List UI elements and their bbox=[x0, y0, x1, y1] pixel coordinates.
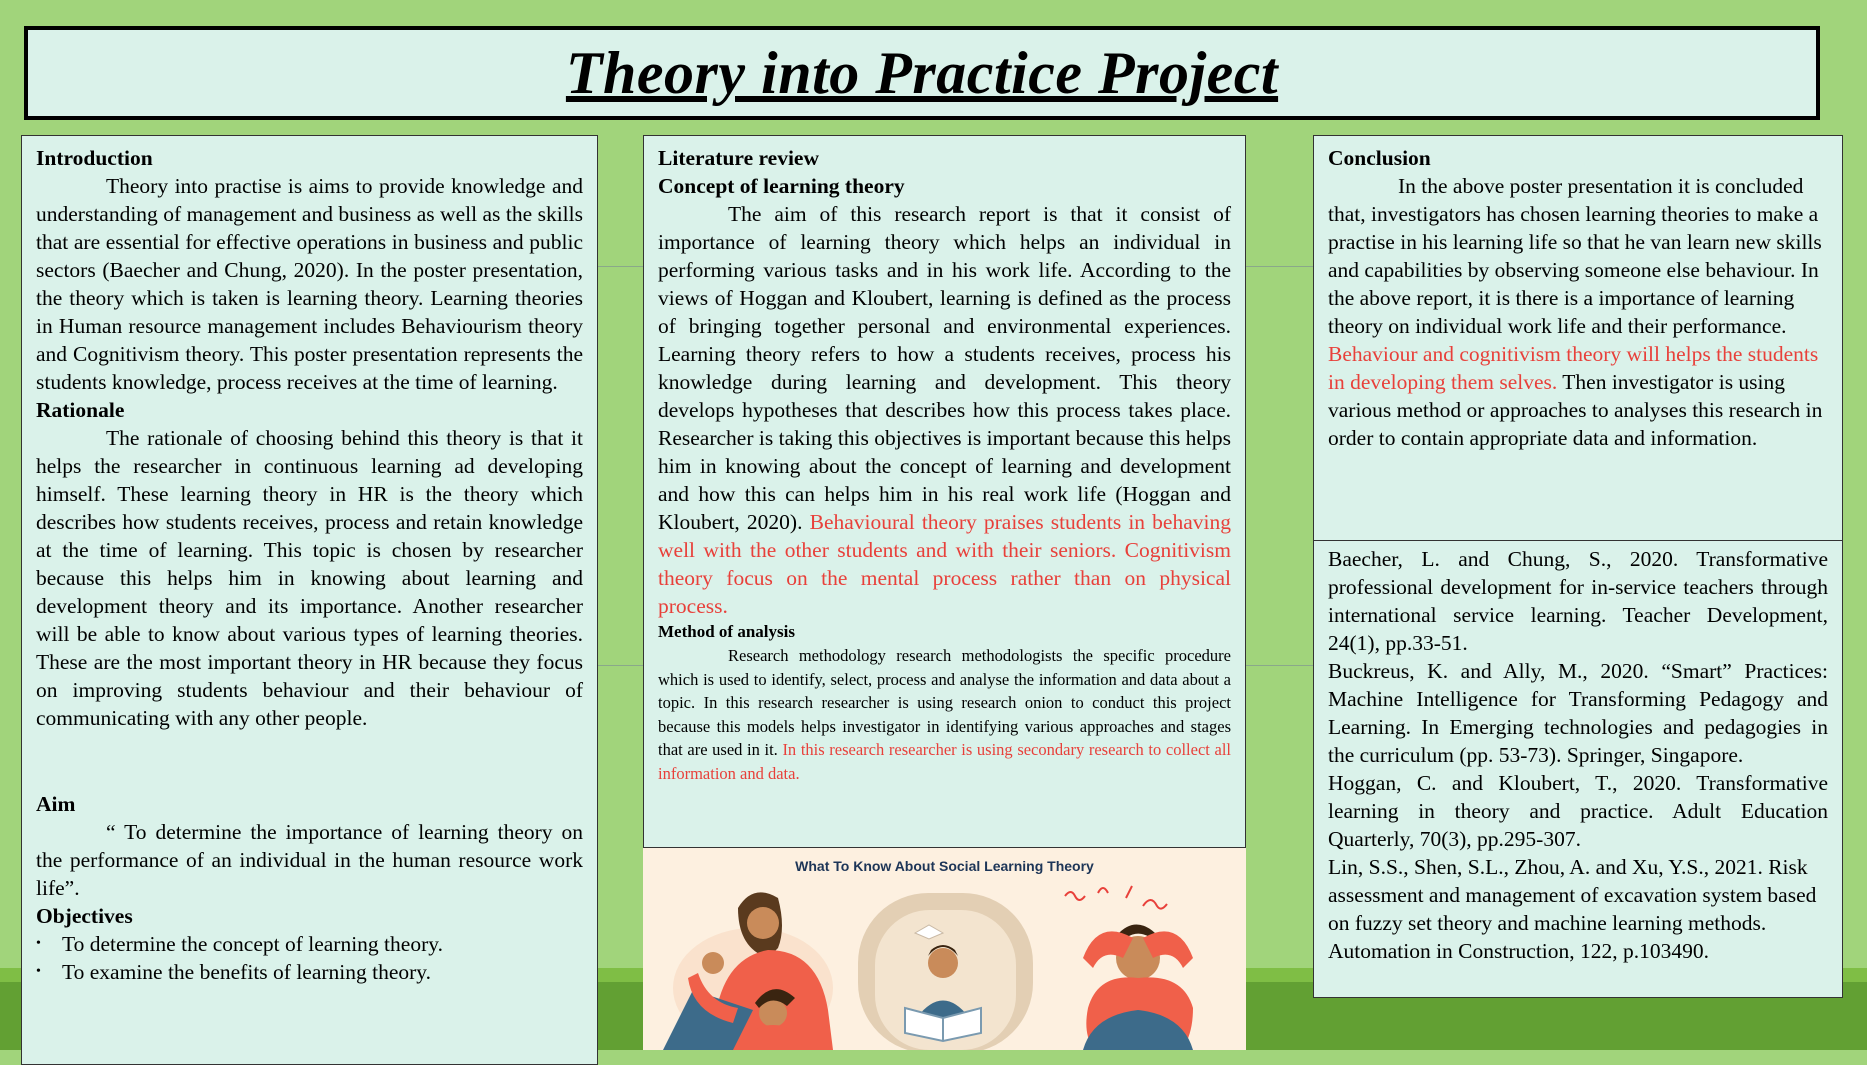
rationale-text: The rationale of choosing behind this theory is that it helps the researcher in continuous learning ad developing himself. These learning theory in HR is the theory which describes how students receives, process and retain knowledge at the time of learning. This topic is chosen by researcher because this helps him in knowing about learning and development theory and its importance. Another researcher will be able to know about various types of learning theories. These are the most important theory in HR because they focus on improving students behaviour and their behaviour of communicating with any other people. bbox=[36, 426, 583, 730]
bullet-icon: • bbox=[36, 964, 41, 979]
parent-child-figure bbox=[663, 892, 833, 1050]
connector-line bbox=[1246, 665, 1313, 666]
social-learning-illustration bbox=[643, 848, 1246, 1050]
conclusion-body-end: Then investigator is using various method or approaches to analyses this research in order to contain appropriate data and information. bbox=[1328, 370, 1823, 450]
literature-review-heading: Literature review bbox=[658, 146, 819, 170]
conclusion-body: In the above poster presentation it is concluded that, investigators has chosen learning theories to make a practise in his learning life so that he van learn new skills and capabilities by observing someone else behaviour. In the above report, it is there is a importance of learning theory on individual work life and their performance. bbox=[1328, 174, 1822, 338]
illustration-art bbox=[643, 848, 1246, 1050]
aim-heading: Aim bbox=[36, 792, 76, 816]
method-heading: Method of analysis bbox=[658, 622, 795, 641]
spacer bbox=[36, 732, 583, 790]
introduction-heading: Introduction bbox=[36, 146, 153, 170]
conclusion-highlight: Behaviour and cognitivism theory will helps the students in developing them selves. bbox=[1328, 342, 1819, 394]
method-text bbox=[658, 644, 1231, 785]
middle-panel bbox=[643, 135, 1246, 848]
concept-text bbox=[658, 200, 1231, 620]
reading-child-figure bbox=[858, 893, 1033, 1050]
concept-highlight: Behavioural theory praises students in behaving well with the other students and with their seniors. Cognitivism theory focus on the mental process rather than on physical process. bbox=[658, 510, 1231, 618]
title-banner bbox=[24, 26, 1820, 120]
conclusion-heading: Conclusion bbox=[1328, 146, 1431, 170]
connector-line bbox=[598, 266, 643, 267]
reference-item: Hoggan, C. and Kloubert, T., 2020. Transformative learning in theory and practice. Adult Education Quarterly, 70(3), pp.295-307. bbox=[1328, 771, 1828, 851]
objectives-list bbox=[36, 930, 583, 986]
objective-item bbox=[36, 958, 583, 986]
concept-heading: Concept of learning theory bbox=[658, 174, 905, 198]
method-highlight: In this research researcher is using secondary research to collect all information and data. bbox=[658, 740, 1231, 783]
left-panel bbox=[21, 135, 598, 1065]
objective-text: To determine the concept of learning theory. bbox=[62, 932, 443, 956]
objective-text: To examine the benefits of learning theory. bbox=[62, 960, 432, 984]
poster-title: Theory into Practice Project bbox=[565, 39, 1279, 106]
stressed-person-figure bbox=[1065, 886, 1193, 1050]
method-body: Research methodology research methodologists the specific procedure which is used to identify, select, process and analyse the information and data about a topic. In this research researcher is using research onion to conduct this project because this models helps investigator in identifying various approaches and stages that are used in it. bbox=[658, 646, 1231, 759]
connector-line bbox=[598, 665, 643, 666]
concept-body: The aim of this research report is that it consist of importance of learning theory which helps an individual in performing various tasks and in his work life. According to the views of Hoggan and Kloubert, learning is defined as the process of bringing together personal and environmental experiences. Learning theory refers to how a students receives, process his knowledge during learning and development. This theory develops hypotheses that describes how this process takes place. Researcher is taking this objectives is important because this helps him in knowing about the concept of learning and development and how this can helps him in his real work life (Hoggan and Kloubert, 2020). bbox=[658, 202, 1231, 534]
objectives-heading: Objectives bbox=[36, 904, 133, 928]
aim-text: “ To determine the importance of learning theory on the performance of an individual in the human resource work life”. bbox=[36, 820, 583, 900]
conclusion-text bbox=[1328, 172, 1828, 452]
rationale-heading: Rationale bbox=[36, 398, 125, 422]
conclusion-panel bbox=[1313, 135, 1843, 541]
reference-item: Baecher, L. and Chung, S., 2020. Transformative professional development for in-service teachers through international service learning. Teacher Development, 24(1), pp.33-51. bbox=[1328, 547, 1828, 655]
connector-line bbox=[1246, 266, 1313, 267]
introduction-text: Theory into practise is aims to provide knowledge and understanding of management and business as well as the skills that are essential for effective operations in business and public sectors (Baecher and Chung, 2020). In the poster presentation, the theory which is taken is learning theory. Learning theories in Human resource management includes Behaviourism theory and Cognitivism theory. This poster presentation represents the students knowledge, process receives at the time of learning. bbox=[36, 174, 583, 394]
reference-item: Buckreus, K. and Ally, M., 2020. “Smart” Practices: Machine Intelligence for Transforming Pedagogy and Learning. In Emerging technologies and pedagogies in the curriculum (pp. 53-73). Springer, Singapore. bbox=[1328, 659, 1828, 767]
objective-item bbox=[36, 930, 583, 958]
references-panel bbox=[1313, 540, 1843, 998]
reference-item: Lin, S.S., Shen, S.L., Zhou, A. and Xu, Y.S., 2021. Risk assessment and management of excavation system based on fuzzy set theory and machine learning methods. Automation in Construction, 122, p.103490. bbox=[1328, 855, 1817, 963]
figure-title: What To Know About Social Learning Theory bbox=[795, 858, 1094, 874]
bullet-icon: • bbox=[36, 936, 41, 951]
